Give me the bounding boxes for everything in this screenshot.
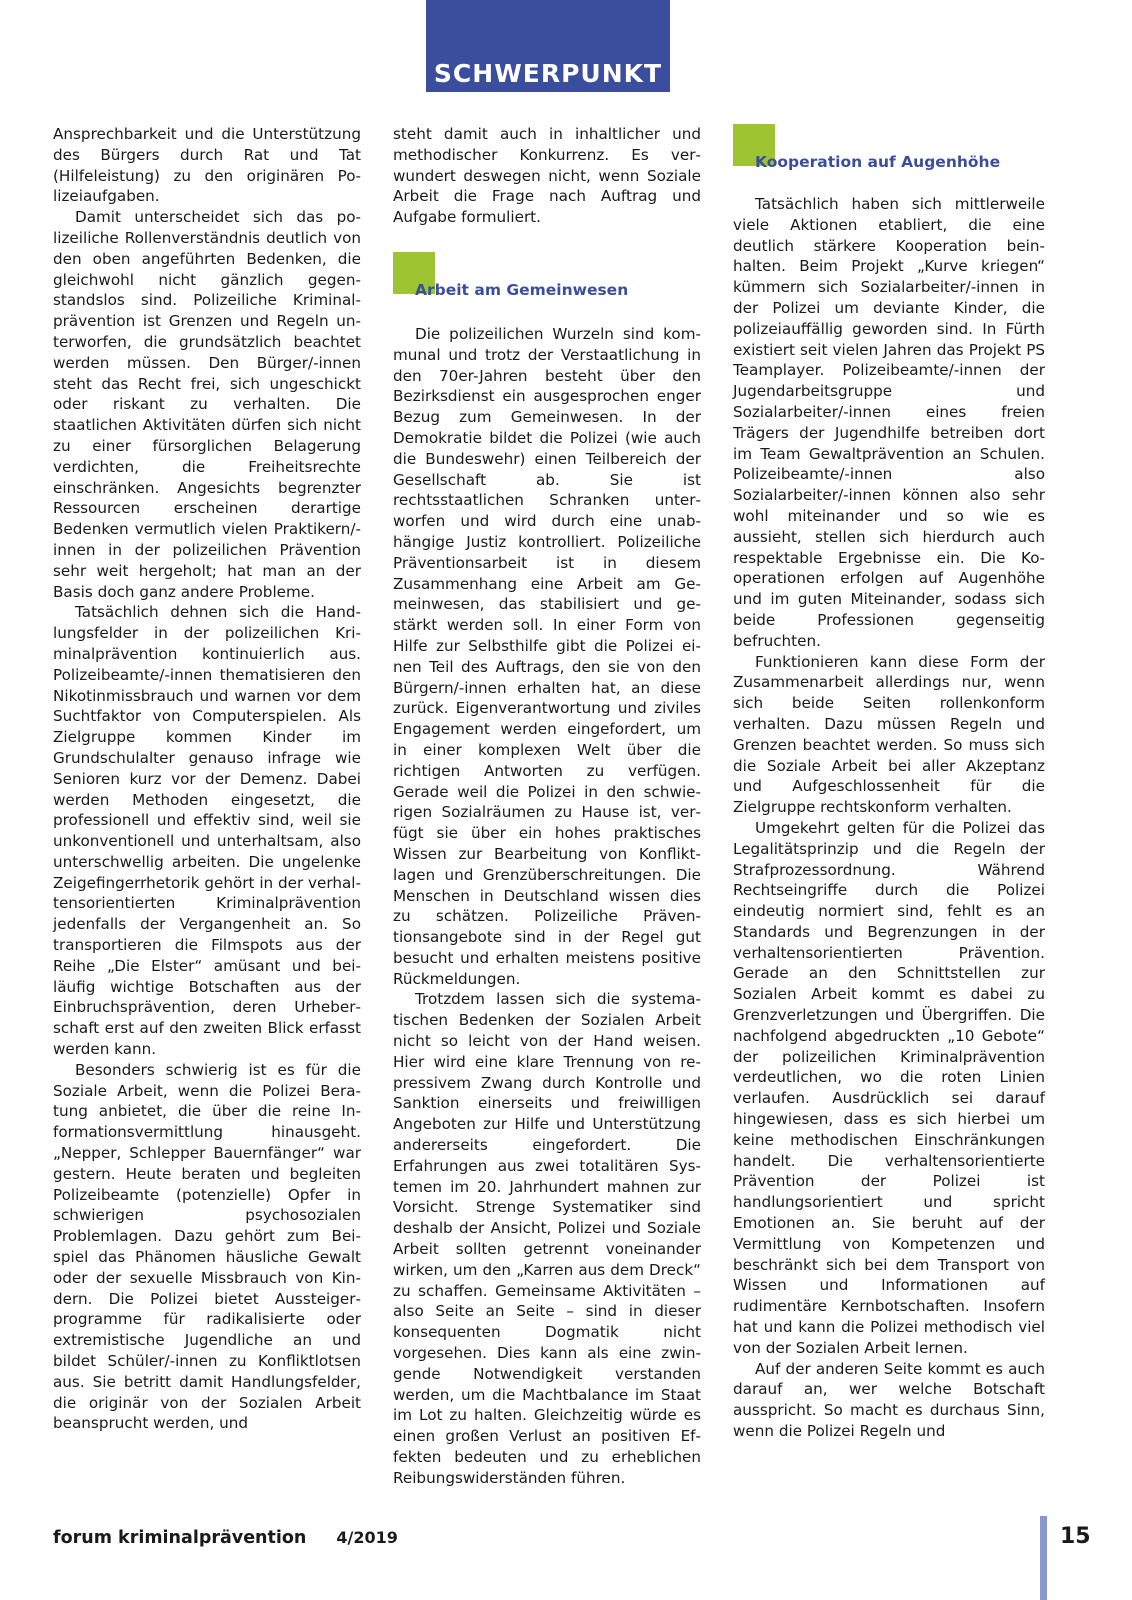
paragraph: Die polizeilichen Wurzeln sind kommunal und trotz der Verstaatlichung in den 70er-Jahren besteht über den Bezirksdienst ein ausgesprochen enger Bezug zum Gemeinwesen. In der Demokratie bildet die Polizei (wie auch die Bundeswehr) einen Teilbereich der Gesellschaft ab. Sie ist rechtsstaatlichen Schranken unterworfen und wird durch eine unabhängige Justiz kontrolliert. Polizeiliche Präventionsarbeit ist in diesem Zusammenhang eine Arbeit am Gemeinwesen, das stabilisiert und gestärkt werden soll. In einer Form von Hilfe zur Selbsthilfe gibt die Polizei einen Teil des Auftrags, den sie von den Bürgern/-innen erhalten hat, an diese zurück. Eigenverantwortung und ziviles Engagement werden eingefordert, um in einer komplexen Welt über die richtigen Antworten zu verfügen. Gerade weil die Polizei in den schwierigen Sozialräumen zu Hause ist, verfügt sie über ein hohes praktisches Wissen zur Bearbeitung von Konfliktlagen und Grenzüberschreitungen. Die Menschen in Deutschland wissen dies zu schätzen. Polizeiliche Präventionsangebote sind in der Regel gut besucht und erhalten meistens positive Rückmeldungen. bbox=[393, 324, 701, 988]
paragraph: Besonders schwierig ist es für die Soziale Arbeit, wenn die Polizei Beratung anbietet, die über die reine Informationsvermittlung hinausgeht. „Nepper, Schlepper Bauernfänger“ war gestern. Heute beraten und begleiten Polizeibeamte (potenzielle) Opfer in schwierigen psychosozialen Problemlagen. Dazu gehört zum Beispiel das Phänomen häusliche Gewalt oder der sexuelle Missbrauch von Kindern. Die Polizei bietet Aussteigerprogramme für radikalisierte oder extremistische Jugendliche an und bildet Schüler/-innen zu Konfliktlotsen aus. Sie betritt damit Handlungsfelder, die originär von der Sozialen Arbeit beansprucht werden, und bbox=[53, 1060, 361, 1433]
paragraph: Tatsächlich dehnen sich die Handlungsfelder in der polizeilichen Kriminalprävention kontinuierlich aus. Polizeibeamte/-innen thematisieren den Nikotinmissbrauch und warnen vor dem Suchtfaktor von Computerspielen. Als Zielgruppe kommen Kinder im Grundschulalter genauso infrage wie Senioren kurz vor der Demenz. Dabei werden Methoden eingesetzt, die professionell und effektiv sind, weil sie unkonventionell und unterhaltsam, also unterschwellig arbeiten. Die ungelenke Zeigefingerrhetorik gehört in der verhaltensorientierten Kriminalprävention jedenfalls der Vergangenheit an. So transportieren die Filmspots aus der Reihe „Die Elster“ amüsant und beiläufig wichtige Botschaften aus der Einbruchsprävention, deren Urheberschaft erst auf den zweiten Blick erfasst werden kann. bbox=[53, 603, 361, 1059]
section-tab bbox=[426, 0, 670, 92]
page-number-bar bbox=[1040, 1516, 1047, 1600]
paragraph: steht damit auch in inhaltlicher und methodischer Konkurrenz. Es verwundert deswegen nicht, wenn Soziale Arbeit die Frage nach Auftrag und Aufgabe formuliert. bbox=[393, 125, 701, 227]
paragraph: Umgekehrt gelten für die Polizei das Legalitätsprinzip und die Regeln der Strafprozessordnung. Während Rechtseingriffe durch die Polizei eindeutig normiert sind, fehlt es an Standards und Begrenzungen in der verhaltensorientierten Prävention. Gerade an den Schnittstellen zur Sozialen Arbeit kommt es dabei zu Grenzverletzungen und Übergriffen. Die nachfolgend abgedruckten „10 Gebote“ der polizeilichen Kriminalprävention verdeutlichen, wo die roten Linien verlaufen. Ausdrücklich sei darauf hingewiesen, dass es sich hierbei um keine methodischen Einschränkungen handelt. Die verhaltensorientierte Prävention der Polizei ist handlungsorientiert und spricht Emotionen an. Sie beruht auf der Vermittlung von Kompetenzen und beschränkt sich bei dem Transport von Wissen und Informationen auf rudimentäre Kernbotschaften. Insofern hat und kann die Polizei methodisch viel von der Sozialen Arbeit lernen. bbox=[733, 818, 1045, 1357]
paragraph: Ansprechbarkeit und die Unterstützung des Bürgers durch Rat und Tat (Hilfeleistung) zu den originären Polizeiaufgaben. bbox=[53, 125, 361, 206]
paragraph: Funktionieren kann diese Form der Zusammenarbeit allerdings nur, wenn sich beide Seiten rollenkonform verhalten. Dazu müssen Regeln und Grenzen beachtet werden. So muss sich die Soziale Arbeit bei aller Akzeptanz und Aufgeschlossenheit für die Zielgruppe rechtskonform verhalten. bbox=[733, 652, 1045, 817]
heading-title: Arbeit am Gemeinwesen bbox=[415, 280, 629, 299]
issue-number: 4/2019 bbox=[336, 1528, 398, 1547]
section-tab-label: SCHWERPUNKT bbox=[433, 59, 663, 88]
paragraph: Auf der anderen Seite kommt es auch darauf an, wer welche Botschaft ausspricht. So macht es durchaus Sinn, wenn die Polizei Regeln und bbox=[733, 1359, 1045, 1441]
text-column-1 bbox=[53, 124, 361, 1434]
paragraph: Tatsächlich haben sich mittlerweile viele Aktionen etabliert, die eine deutlich stärkere Kooperation beinhalten. Beim Projekt „Kurve kriegen“ kümmern sich Sozialarbeiter/-innen in der Polizei um deviante Kinder, die polizeiauffällig geworden sind. In Fürth existiert seit vielen Jahren das Projekt PS Teamplayer. Polizeibeamte/-innen der Jugendarbeitsgruppe und Sozialarbeiter/-innen eines freien Trägers der Jugendhilfe betreiben dort im Team Gewaltprävention an Schulen. Polizeibeamte/-innen also Sozialarbeiter/-innen können also sehr wohl miteinander und so wie es aussieht, stellen sich hierdurch auch respektable Ergebnisse ein. Die Kooperationen erfolgen auf Augenhöhe und im guten Miteinander, sodass sich beide Professionen gegenseitig befruchten. bbox=[733, 195, 1045, 650]
section-heading bbox=[733, 124, 1045, 194]
paragraph: Damit unterscheidet sich das polizeiliche Rollenverständnis deutlich von den oben angeführten Bedenken, die gleichwohl nicht gänzlich gegenstandslos sind. Polizeiliche Kriminalprävention ist Grenzen und Regeln unterworfen, die grundsätzlich beachtet werden müssen. Den Bürger/-innen steht das Recht frei, sich ungeschickt oder riskant zu verhalten. Die staatlichen Aktivitäten dürfen sich nicht zu einer fürsorglichen Belagerung verdichten, die Freiheitsrechte einschränken. Angesichts begrenzter Ressourcen erscheinen derartige Bedenken vermutlich vielen Praktikern/-innen in der polizeilichen Prävention sehr weit hergeholt; hat man an der Basis doch ganz andere Probleme. bbox=[53, 208, 361, 601]
text-column-3 bbox=[733, 124, 1045, 1442]
heading-title: Kooperation auf Augenhöhe bbox=[755, 153, 1001, 171]
text-column-2 bbox=[393, 124, 701, 1489]
publication-name: forum kriminalprävention bbox=[53, 1528, 307, 1548]
page-number: 15 bbox=[1060, 1524, 1091, 1549]
footer bbox=[53, 1528, 398, 1548]
paragraph: Trotzdem lassen sich die systematischen Bedenken der Sozialen Arbeit nicht so leicht von der Hand weisen. Hier wird eine klare Trennung von repressivem Zwang durch Kontrolle und Sanktion einerseits und freiwilligen Angeboten zur Hilfe und Unterstützung andererseits eingefordert. Die Erfahrungen aus zwei totalitären Systemen im 20. Jahrhundert mahnen zur Vorsicht. Strenge Systematiker sind deshalb der Ansicht, Polizei und Soziale Arbeit sollten getrennt voneinander wirken, um den „Karren aus dem Dreck“ zu schaffen. Gemeinsame Aktivitäten – also Seite an Seite – sind in dieser konsequenten Dogmatik nicht vorgesehen. Dies kann als eine zwingende Notwendigkeit verstanden werden, um die Machtbalance im Staat im Lot zu halten. Gleichzeitig würde es einen großen Verlust an positiven Effekten bedeuten und zu erheblichen Reibungswiderständen führen. bbox=[393, 990, 701, 1487]
section-heading bbox=[393, 252, 701, 324]
